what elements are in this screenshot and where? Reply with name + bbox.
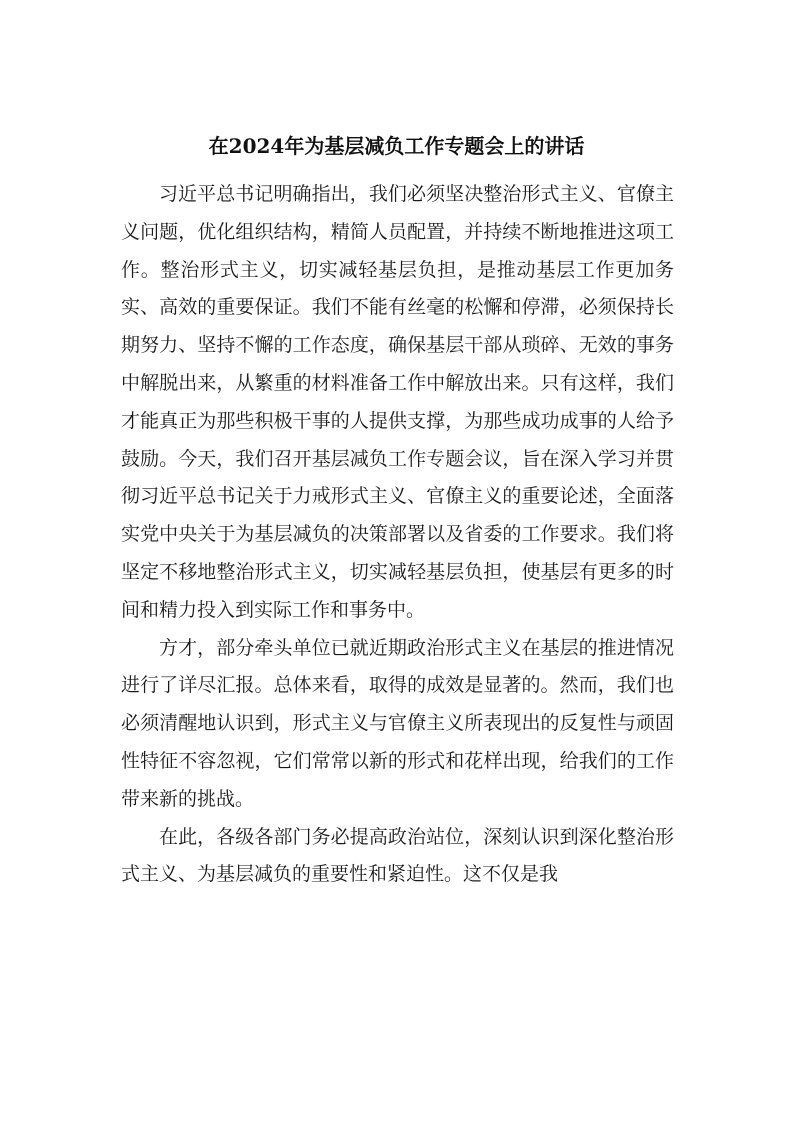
document-body [121,176,674,894]
paragraph-1: 习近平总书记明确指出，我们必须坚决整治形式主义、官僚主义问题，优化组织结构，精简人员配置，并持续不断地推进这项工作。整治形式主义，切实减轻基层负担，是推动基层工作更加务实、高效的重要保证。我们不能有丝毫的松懈和停滞，必须保持长期努力、坚持不懈的工作态度，确保基层干部从琐碎、无效的事务中解脱出来，从繁重的材料准备工作中解放出来。只有这样，我们才能真正为那些积极干事的人提供支撑，为那些成功成事的人给予鼓励。今天，我们召开基层减负工作专题会议，旨在深入学习并贯彻习近平总书记关于力戒形式主义、官僚主义的重要论述，全面落实党中央关于为基层减负的决策部署以及省委的工作要求。我们将坚定不移地整治形式主义，切实减轻基层负担，使基层有更多的时间和精力投入到实际工作和事务中。 [121,183,674,621]
paragraph-3: 在此，各级各部门务必提高政治站位，深刻认识到深化整治形式主义、为基层减负的重要性和紧迫性。这不仅是我 [121,825,674,886]
document-title: 在2024年为基层减负工作专题会上的讲话 [208,134,585,158]
paragraph-2: 方才，部分牵头单位已就近期政治形式主义在基层的推进情况进行了详尽汇报。总体来看，取得的成效是显著的。然而，我们也必须清醒地认识到，形式主义与官僚主义所表现出的反复性与顽固性特征不容忽视，它们常常以新的形式和花样出现，给我们的工作带来新的挑战。 [121,636,674,810]
